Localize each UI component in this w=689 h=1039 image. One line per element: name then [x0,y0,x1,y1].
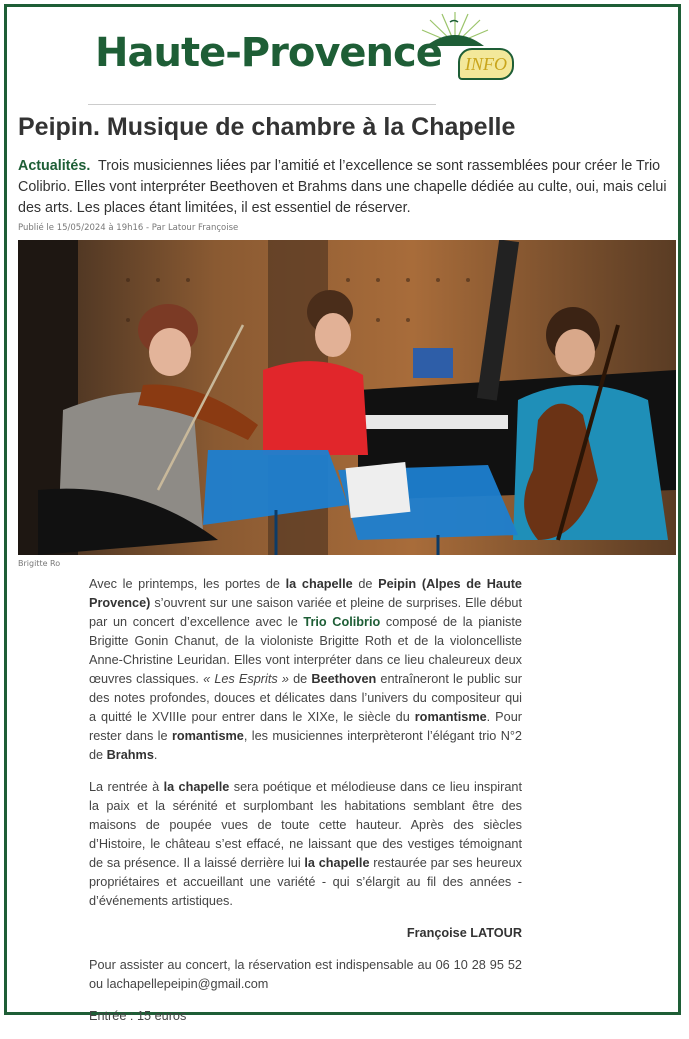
p1-bold-beethoven: Beethoven [311,672,377,686]
article-body [89,575,522,1039]
concert-photo-image [18,240,676,555]
p2-text-d: restaurée par ses heureux propriétaires et accueillant une variété - qui s’élargit au fil des années - d’événements artistiques. [89,856,523,908]
p1-text-j: , les musiciennes interprèteront l’élégant trio N°2 de [89,729,522,762]
p1-text-c: de [352,577,379,591]
article-author: Françoise LATOUR [406,926,522,940]
publication-meta: Publié le 15/05/2024 à 19h16 - Par Latour Françoise [18,223,239,233]
p1-bold-romantisme-1: romantisme [414,710,487,724]
paragraph-reservation: Pour assister au concert, la réservation est indispensable au 06 10 28 95 52 ou lachapellepeipin@gmail.com [89,958,522,991]
p2-bold-chapelle-2: la chapelle [304,856,370,870]
site-logo[interactable] [95,22,525,102]
paragraph-price: Entrée : 15 euros [89,1009,187,1023]
article-photo [18,240,676,555]
p1-bold-peipin: Peipin (Alpes de Haute Provence) [89,577,522,610]
logo-info-badge: INFO [458,48,514,80]
logo-wordmark: Haute-Provence [95,30,442,76]
lead-text: Trois musiciennes liées par l’amitié et l’excellence se sont rassemblées pour créer le Trio Colibrio. Elles vont interpréter Beethoven et Brahms dans une chapelle dédiée au culte, oui, mais celui des arts. Les places étant limitées, il est essentiel de réserver. [18,158,667,216]
article-title: Peipin. Musique de chambre à la Chapelle [18,113,516,141]
p1-text-d: s’ouvrent sur une saison variée et pleine de surprises. Elle début par un concert d’excellence avec le [89,596,522,629]
header-divider [88,104,436,105]
p2-bold-chapelle-1: la chapelle [163,780,230,794]
p1-text-e: composé de la pianiste Brigitte Gonin Chanut, de la violoniste Brigitte Roth et de la violoncelliste Anne-Christine Leuridan. Elles vont interpréter dans ce lieu chaleureux deux œuvres classiques. [89,615,522,686]
p1-bold-romantisme-2: romantisme [171,729,244,743]
p1-bold-chapelle: la chapelle [285,577,353,591]
paragraph-1 [89,575,522,765]
p2-text-a: La rentrée à [89,780,164,794]
p2-text-c: sera poétique et mélodieuse dans ce lieu inspirant la paix et la sérénité et surplombant les habitations semblant être des maisons de poupée vues de toute cette hauteur. Après des siècles d’Histoire, le château s’est effacé, ne laissant que des vestiges témoignant de sa présence. Il a laissé derrière lui [89,780,522,870]
p1-text-k: . [153,748,158,762]
article-lead [18,156,678,219]
p1-text-f: de [288,672,312,686]
trio-colibrio-link[interactable]: Trio Colibrio [303,615,381,629]
p1-text-a: Avec le printemps, les portes de [89,577,286,591]
category-link[interactable]: Actualités. [18,158,91,174]
p1-italic-esprits: « Les Esprits » [203,672,289,686]
p1-text-g: entraîneront le public sur des notes profondes, douces et délicates dans l’univers du compositeur qui a quitté le XVIIIe pour entrer dans le XIXe, le siècle du [89,672,522,724]
paragraph-2 [89,778,522,911]
photo-caption: Brigitte Ro [18,559,61,568]
p1-bold-brahms: Brahms [106,748,154,762]
p1-text-h: . Pour rester dans le [89,710,522,743]
